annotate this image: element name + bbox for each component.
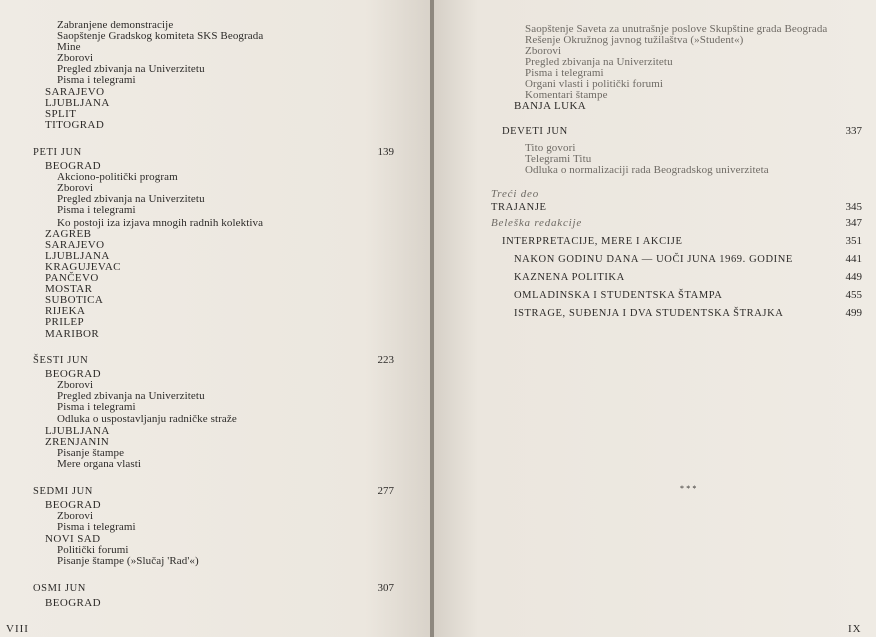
- toc-entry: Pisma i telegrami: [57, 521, 136, 533]
- toc-entry: ZAGREB: [45, 228, 92, 240]
- toc-entry: Rešenje Okružnog javnog tužilaštva (»Student«): [525, 34, 744, 46]
- toc-entry: Pisma i telegrami: [525, 67, 604, 79]
- toc-entry: Beleška redakcije: [491, 217, 583, 229]
- toc-entry: Pisanje štampe (»Slučaj 'Rad'«): [57, 555, 199, 567]
- toc-entry: Zabranjene demonstracije: [57, 19, 174, 31]
- toc-entry: Odluka o uspostavljanju radničke straže: [57, 413, 237, 425]
- toc-page-number: 223: [377, 354, 394, 366]
- toc-entry: NOVI SAD: [45, 533, 101, 545]
- toc-page-number: 337: [845, 125, 862, 137]
- toc-page-number: 345: [845, 201, 862, 213]
- toc-entry: ŠESTI JUN: [33, 355, 89, 366]
- toc-entry: NAKON GODINU DANA — UOČI JUNA 1969. GODINE: [514, 254, 793, 265]
- toc-page-number: 307: [377, 582, 394, 594]
- toc-entry: SARAJEVO: [45, 239, 105, 251]
- toc-entry: MARIBOR: [45, 328, 100, 340]
- toc-entry: BEOGRAD: [45, 597, 101, 609]
- left-page: [0, 0, 430, 637]
- toc-entry: SUBOTICA: [45, 294, 104, 306]
- toc-entry: BEOGRAD: [45, 368, 101, 380]
- toc-entry: Odluka o normalizaciji rada Beogradskog univerziteta: [525, 164, 769, 176]
- toc-entry: BANJA LUKA: [514, 100, 587, 112]
- toc-entry: LJUBLJANA: [45, 425, 110, 437]
- toc-entry: Zborovi: [525, 45, 562, 57]
- toc-entry: INTERPRETACIJE, MERE I AKCIJE: [502, 236, 683, 247]
- toc-page-number: 499: [845, 307, 862, 319]
- toc-entry: LJUBLJANA: [45, 97, 110, 109]
- toc-entry: Mine: [57, 41, 81, 53]
- toc-entry: OSMI JUN: [33, 583, 86, 594]
- page-number-right: IX: [848, 623, 862, 635]
- toc-entry: Ko postoji iza izjava mnogih radnih kolektiva: [57, 217, 264, 229]
- toc-page-number: 441: [845, 253, 862, 265]
- toc-entry: BEOGRAD: [45, 160, 101, 172]
- toc-entry: Pisma i telegrami: [57, 401, 136, 413]
- toc-entry: Telegrami Titu: [525, 153, 592, 165]
- toc-entry: SPLIT: [45, 108, 77, 120]
- toc-page-number: 347: [845, 217, 862, 229]
- toc-entry: Tito govori: [525, 142, 576, 154]
- toc-entry: DEVETI JUN: [502, 126, 568, 137]
- toc-entry: Pregled zbivanja na Univerzitetu: [57, 193, 205, 205]
- toc-entry: Pisanje štampe: [57, 447, 125, 459]
- toc-entry: TRAJANJE: [491, 202, 547, 213]
- toc-page-number: 455: [845, 289, 862, 301]
- toc-entry: ZRENJANIN: [45, 436, 110, 448]
- toc-page-number: 449: [845, 271, 862, 283]
- toc-entry: Pregled zbivanja na Univerzitetu: [525, 56, 673, 68]
- toc-entry: OMLADINSKA I STUDENTSKA ŠTAMPA: [514, 290, 723, 301]
- toc-entry: Pisma i telegrami: [57, 74, 136, 86]
- toc-entry: MOSTAR: [45, 283, 93, 295]
- toc-entry: Saopštenje Saveta za unutrašnje poslove Skupštine grada Beograda: [525, 23, 828, 35]
- toc-entry: PRILEP: [45, 316, 85, 328]
- toc-entry: Politički forumi: [57, 544, 129, 556]
- toc-entry: Pisma i telegrami: [57, 204, 136, 216]
- toc-entry: Zborovi: [57, 182, 94, 194]
- right-page: [434, 0, 876, 637]
- toc-entry: Treći deo: [491, 188, 540, 200]
- toc-entry: RIJEKA: [45, 305, 86, 317]
- toc-entry: TITOGRAD: [45, 119, 105, 131]
- toc-entry: ISTRAGE, SUĐENJA I DVA STUDENTSKA ŠTRAJKA: [514, 308, 784, 319]
- ornament: * * *: [680, 484, 697, 493]
- toc-entry: LJUBLJANA: [45, 250, 110, 262]
- toc-entry: KRAGUJEVAC: [45, 261, 121, 273]
- toc-entry: Saopštenje Gradskog komiteta SKS Beograda: [57, 30, 264, 42]
- toc-entry: PANČEVO: [45, 272, 99, 284]
- toc-entry: Pregled zbivanja na Univerzitetu: [57, 63, 205, 75]
- toc-entry: Mere organa vlasti: [57, 458, 142, 470]
- toc-page-number: 277: [377, 485, 394, 497]
- toc-entry: Organi vlasti i politički forumi: [525, 78, 664, 90]
- toc-entry: Zborovi: [57, 52, 94, 64]
- page-number-left: VIII: [6, 623, 29, 635]
- toc-entry: BEOGRAD: [45, 499, 101, 511]
- toc-page-number: 139: [377, 146, 394, 158]
- toc-entry: SARAJEVO: [45, 86, 105, 98]
- toc-entry: Akciono-politički program: [57, 171, 178, 183]
- toc-entry: KAZNENA POLITIKA: [514, 272, 625, 283]
- toc-entry: Zborovi: [57, 510, 94, 522]
- toc-entry: Zborovi: [57, 379, 94, 391]
- toc-entry: Komentari štampe: [525, 89, 608, 101]
- toc-entry: Pregled zbivanja na Univerzitetu: [57, 390, 205, 402]
- toc-entry: SEDMI JUN: [33, 486, 93, 497]
- toc-page-number: 351: [845, 235, 862, 247]
- toc-entry: PETI JUN: [33, 147, 82, 158]
